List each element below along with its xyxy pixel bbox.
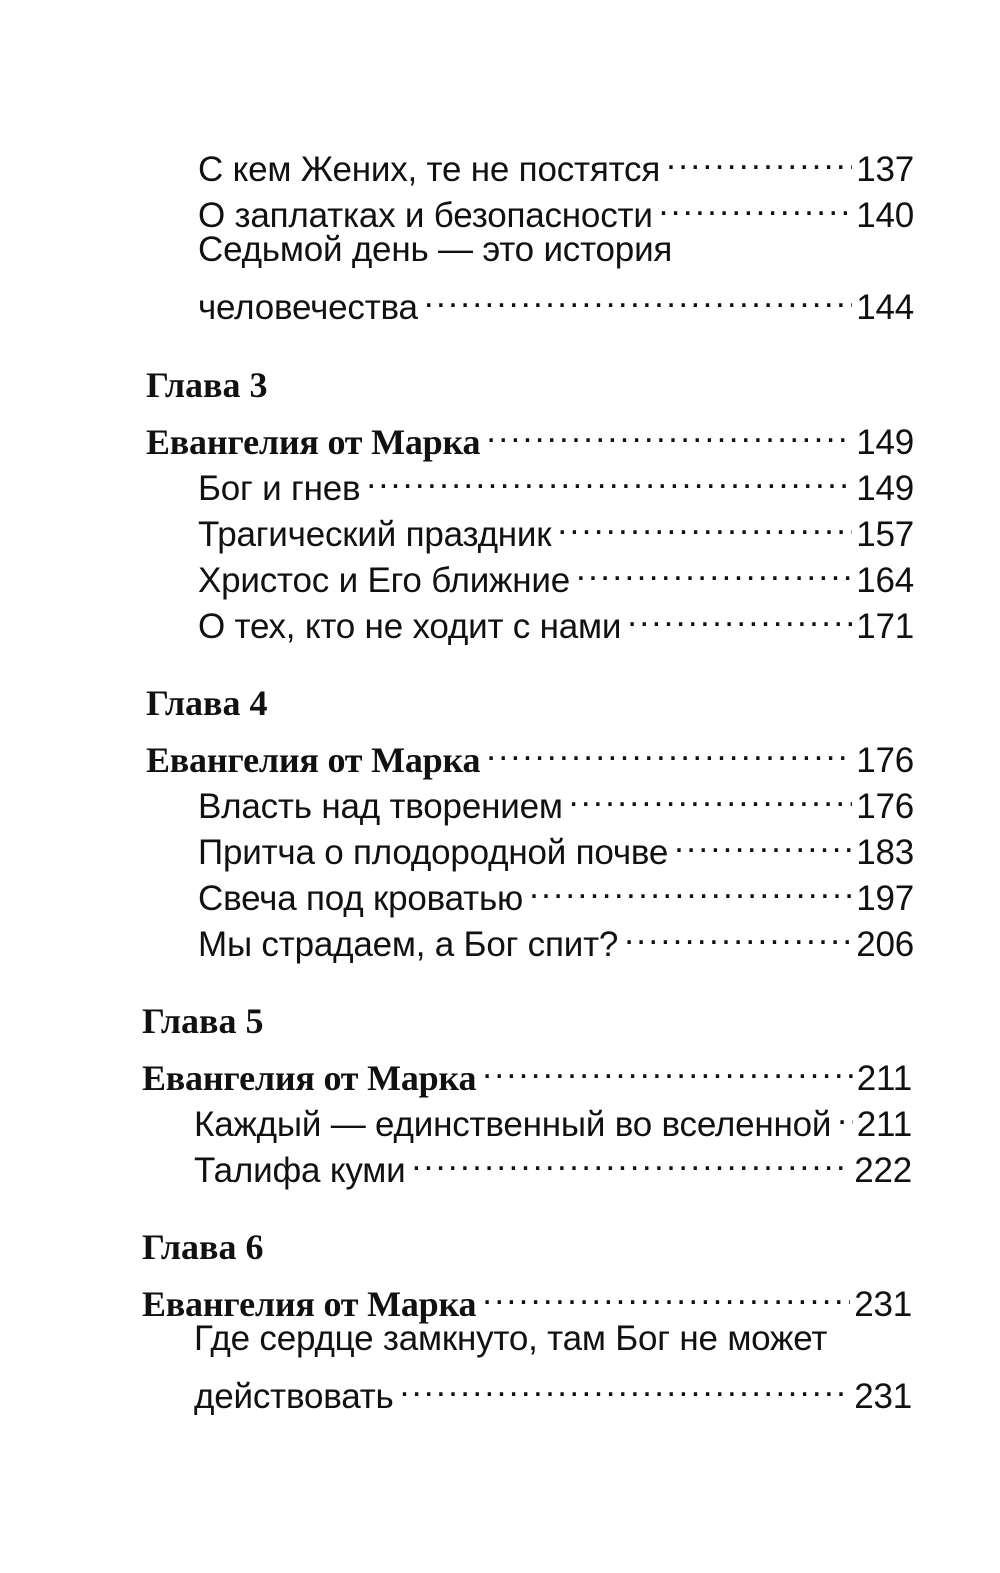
toc-entry-title: Свеча под кроватью (198, 879, 524, 918)
toc-entry-page: 140 (856, 196, 914, 235)
toc-entry-page: 197 (856, 879, 914, 918)
dot-leader (837, 1090, 853, 1136)
toc-entry-title-line1[interactable]: Седьмой день — это история (198, 230, 673, 269)
toc-entry-page: 137 (856, 150, 914, 189)
toc-entry[interactable] (198, 818, 914, 872)
toc-entry-page: 211 (856, 1105, 912, 1144)
toc-entry-title-line2: действовать (194, 1377, 394, 1416)
toc-entry[interactable] (198, 273, 914, 327)
dot-leader (486, 408, 852, 454)
dot-leader (529, 864, 852, 910)
toc-entry-page: 171 (856, 607, 914, 646)
toc-entry-title: Каждый — единственный во вселенной (194, 1105, 832, 1144)
toc-entry-title-line1[interactable]: Где сердце замкнуто, там Бог не может (194, 1319, 828, 1358)
toc-entry[interactable] (198, 546, 914, 600)
toc-entry-title: Христос и Его ближние (198, 561, 570, 600)
chapter-label: Глава 4 (146, 683, 268, 723)
dot-leader (627, 592, 852, 638)
chapter-heading: Евангелия от Марка (142, 1284, 477, 1324)
chapter-label: Глава 5 (142, 1001, 264, 1041)
toc-entry-page: 176 (856, 787, 914, 826)
toc-entry[interactable] (198, 181, 914, 235)
toc-entry-title: О тех, кто не ходит с нами (198, 607, 622, 646)
chapter-heading: Евангелия от Марка (146, 422, 481, 462)
chapter-label: Глава 3 (146, 365, 268, 405)
dot-leader (576, 546, 852, 592)
dot-leader (400, 1362, 851, 1408)
toc-entry[interactable] (198, 772, 914, 826)
chapter-heading: Евангелия от Марка (142, 1058, 477, 1098)
toc-entry-page: 206 (856, 925, 914, 964)
toc-entry-title: О заплатках и безопасности (198, 196, 653, 235)
toc-entry[interactable] (198, 135, 914, 189)
dot-leader (482, 1270, 850, 1316)
toc-entry-title-line2: человечества (198, 288, 418, 327)
chapter-label: Глава 6 (142, 1227, 264, 1267)
toc-entry[interactable] (194, 1136, 912, 1190)
chapter-heading: Евангелия от Марка (146, 740, 481, 780)
toc-entry[interactable] (198, 454, 914, 508)
chapter-heading-entry[interactable] (146, 726, 914, 780)
toc-entry-page: 144 (856, 288, 914, 327)
toc-entry-page: 231 (854, 1377, 912, 1416)
chapter-heading-entry[interactable] (146, 408, 914, 462)
toc-entry[interactable] (198, 910, 914, 964)
toc-entry-title: Мы страдаем, а Бог спит? (198, 925, 619, 964)
toc-entry-title: С кем Жених, те не постятся (198, 150, 661, 189)
toc-entry-page: 149 (856, 423, 914, 462)
toc-entry-title: Трагический праздник (198, 515, 552, 554)
toc-entry-page: 157 (856, 515, 914, 554)
dot-leader (486, 726, 852, 772)
toc-entry[interactable] (198, 500, 914, 554)
chapter-heading-entry[interactable] (142, 1044, 912, 1098)
toc-entry-page: 164 (856, 561, 914, 600)
dot-leader (666, 135, 852, 181)
toc-entry-page: 231 (854, 1285, 912, 1324)
toc-entry-title: Притча о плодородной почве (198, 833, 669, 872)
toc-entry-title: Талифа куми (194, 1151, 406, 1190)
toc-entry[interactable] (198, 592, 914, 646)
toc-entry-page: 176 (856, 741, 914, 780)
dot-leader (569, 772, 853, 818)
dot-leader (674, 818, 852, 864)
toc-entry[interactable] (198, 864, 914, 918)
toc-entry-title: Бог и гнев (198, 469, 361, 508)
toc-entry-page: 211 (856, 1059, 912, 1098)
toc-entry-page: 222 (854, 1151, 912, 1190)
dot-leader (424, 273, 852, 319)
toc-entry-page: 183 (856, 833, 914, 872)
dot-leader (557, 500, 852, 546)
dot-leader (366, 454, 852, 500)
dot-leader (482, 1044, 853, 1090)
dot-leader (659, 181, 853, 227)
toc-entry[interactable] (194, 1362, 912, 1416)
toc-entry-page: 149 (856, 469, 914, 508)
toc-entry[interactable] (194, 1090, 912, 1144)
toc-entry-title: Власть над творением (198, 787, 563, 826)
dot-leader (411, 1136, 850, 1182)
dot-leader (624, 910, 852, 956)
chapter-heading-entry[interactable] (142, 1270, 912, 1324)
